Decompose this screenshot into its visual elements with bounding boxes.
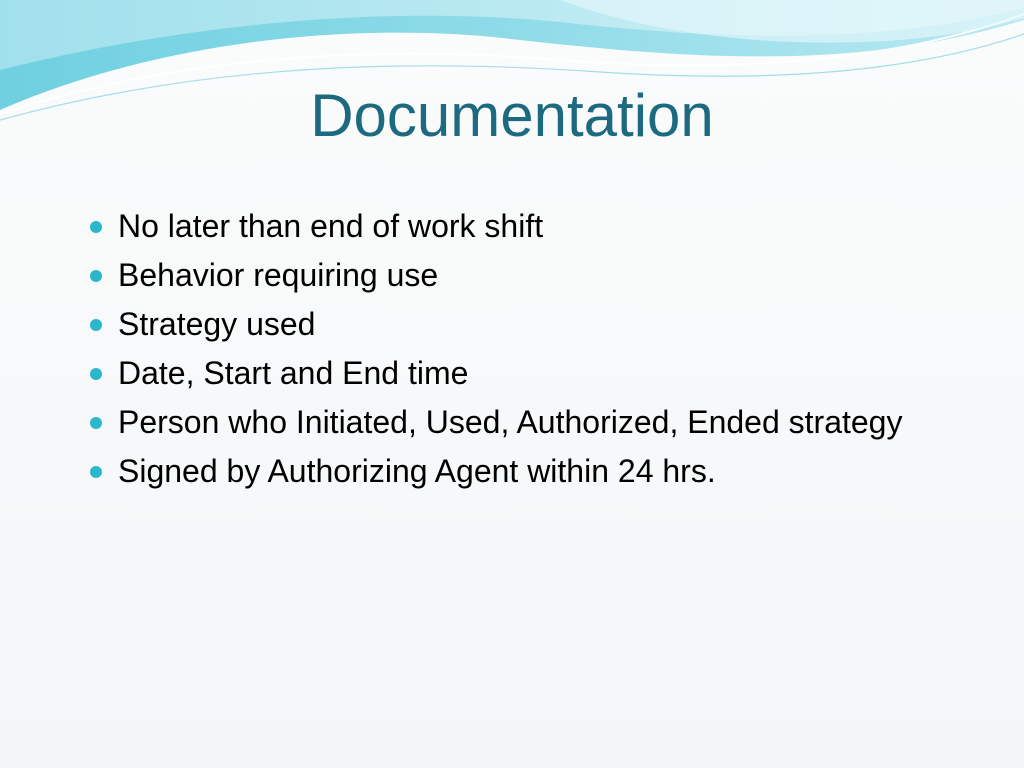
bullet-icon	[90, 466, 102, 478]
bullet-text: Person who Initiated, Used, Authorized, Ended strategy	[118, 404, 903, 440]
bullet-icon	[90, 417, 102, 429]
bullet-text: Strategy used	[118, 306, 316, 342]
bullet-icon	[90, 221, 102, 233]
bullet-icon	[90, 368, 102, 380]
slide-title: Documentation	[310, 82, 714, 149]
bullet-text: Date, Start and End time	[118, 355, 469, 391]
list-item	[88, 403, 908, 441]
bullet-text: Behavior requiring use	[118, 257, 439, 293]
bullet-icon	[90, 270, 102, 282]
bullet-list	[88, 207, 908, 501]
list-item	[88, 207, 908, 245]
bullet-icon	[90, 319, 102, 331]
list-item	[88, 305, 908, 343]
bullet-text: No later than end of work shift	[118, 208, 544, 244]
bullet-text: Signed by Authorizing Agent within 24 hrs.	[118, 453, 716, 489]
list-item	[88, 256, 908, 294]
list-item	[88, 354, 908, 392]
list-item	[88, 452, 908, 490]
